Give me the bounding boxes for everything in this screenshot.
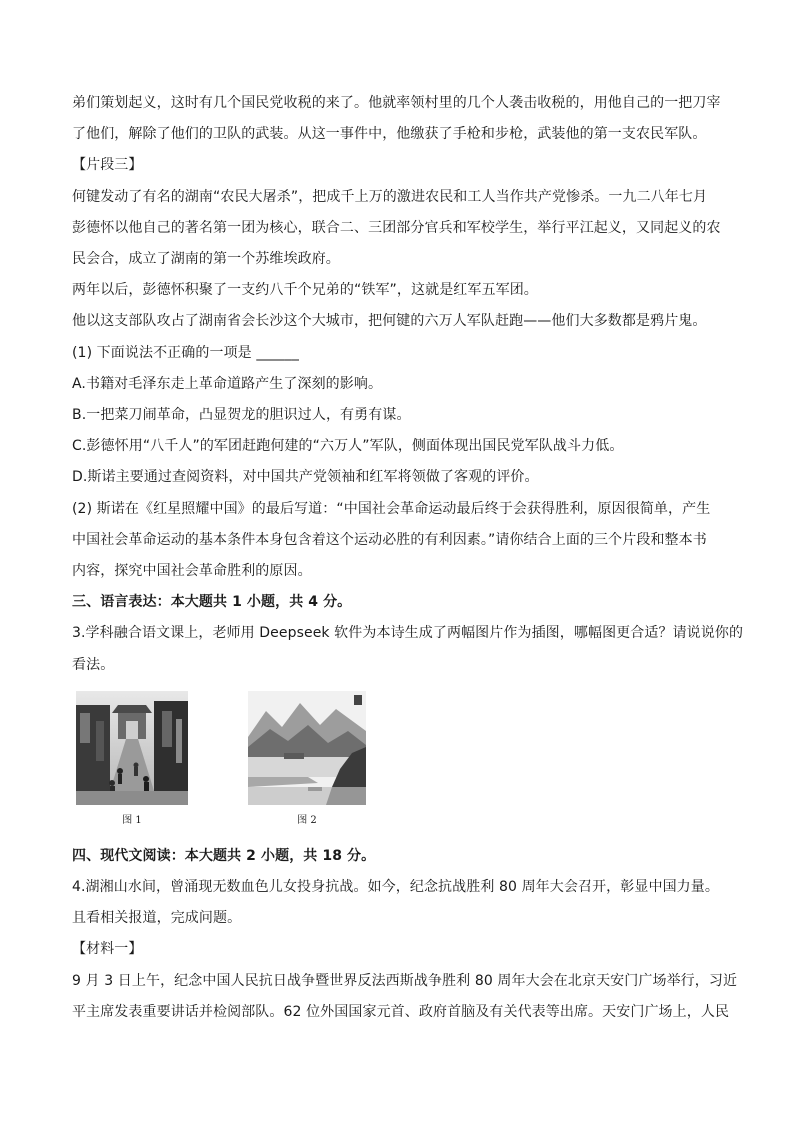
paragraph-line: 4.湖湘山水间，曾涌现无数血色儿女投身抗战。如今，纪念抗战胜利 80 周年大会召开，彰显中国力量。 — [72, 879, 719, 896]
paragraph-line: 三、语言表达：本大题共 1 小题，共 4 分。 — [72, 594, 352, 611]
paragraph-line: 3.学科融合语文课上，老师用 Deepseek 软件为本诗生成了两幅图片作为插图，哪幅图更合适？请说说你的 — [72, 625, 744, 642]
paragraph-line: 民会合，成立了湖南的第一个苏维埃政府。 — [72, 251, 340, 268]
paragraph-line: 四、现代文阅读：本大题共 2 小题，共 18 分。 — [72, 847, 376, 864]
figure-1 — [76, 691, 188, 826]
paragraph-line: 中国社会革命运动的基本条件本身包含着这个运动必胜的有利因素。”请你结合上面的三个片段和整本书 — [72, 531, 707, 548]
paragraph-line: 且看相关报道，完成问题。 — [72, 910, 242, 927]
paragraph-line: (2) 斯诺在《红星照耀中国》的最后写道：“中国社会革命运动最后终于会获得胜利，原因很简单，产生 — [72, 500, 711, 517]
figure-1-caption: 图 1 — [122, 814, 142, 826]
paragraph-line: B.一把菜刀闹革命，凸显贺龙的胆识过人，有勇有谋。 — [72, 407, 411, 424]
figures-row — [72, 691, 722, 833]
street-scene-image — [76, 691, 188, 805]
paragraph-line: 他以这支部队攻占了湖南省会长沙这个大城市，把何键的六万人军队赶跑——他们大多数都是鸦片鬼。 — [72, 313, 707, 330]
paragraph-line: 两年以后，彭德怀积聚了一支约八千个兄弟的“铁军”，这就是红军五军团。 — [72, 282, 538, 299]
text-block-top — [72, 88, 744, 681]
paragraph-line: 【片段三】 — [72, 157, 143, 174]
paragraph-line: 内容，探究中国社会革命胜利的原因。 — [72, 563, 312, 580]
paragraph-line: 平主席发表重要讲话并检阅部队。62 位外国国家元首、政府首脑及有关代表等出席。天安门广场上，人民 — [72, 1003, 730, 1020]
paragraph-line: 了他们，解除了他们的卫队的武装。从这一事件中，他缴获了手枪和步枪，武装他的第一支农民军队。 — [72, 126, 707, 143]
paragraph-line: 9 月 3 日上午，纪念中国人民抗日战争暨世界反法西斯战争胜利 80 周年大会在北京天安门广场举行，习近 — [72, 972, 738, 989]
document-page — [72, 88, 744, 1028]
figure-2 — [248, 691, 366, 826]
figure-2-caption: 图 2 — [297, 814, 317, 826]
paragraph-line: 何键发动了有名的湖南“农民大屠杀”，把成千上万的激进农民和工人当作共产党惨杀。一九二八年七月 — [72, 188, 708, 205]
paragraph-line: C.彭德怀用“八千人”的军团赶跑何建的“六万人”军队，侧面体现出国民党军队战斗力低。 — [72, 438, 624, 455]
paragraph-line: D.斯诺主要通过查阅资料，对中国共产党领袖和红军将领做了客观的评价。 — [72, 469, 539, 486]
text-block-bottom — [72, 841, 738, 1028]
paragraph-line: 【材料一】 — [72, 941, 143, 958]
paragraph-line: 弟们策划起义，这时有几个国民党收税的来了。他就率领村里的几个人袭击收税的，用他自己的一把刀宰 — [72, 95, 721, 111]
paragraph-line: A.书籍对毛泽东走上革命道路产生了深刻的影响。 — [72, 375, 383, 392]
paragraph-line: 看法。 — [72, 656, 115, 673]
landscape-painting-image — [248, 691, 366, 805]
paragraph-line: 彭德怀以他自己的著名第一团为核心，联合二、三团部分官兵和军校学生，举行平江起义，又同起义的农 — [72, 219, 721, 236]
paragraph-line: (1) 下面说法不正确的一项是 ______ — [72, 344, 299, 361]
